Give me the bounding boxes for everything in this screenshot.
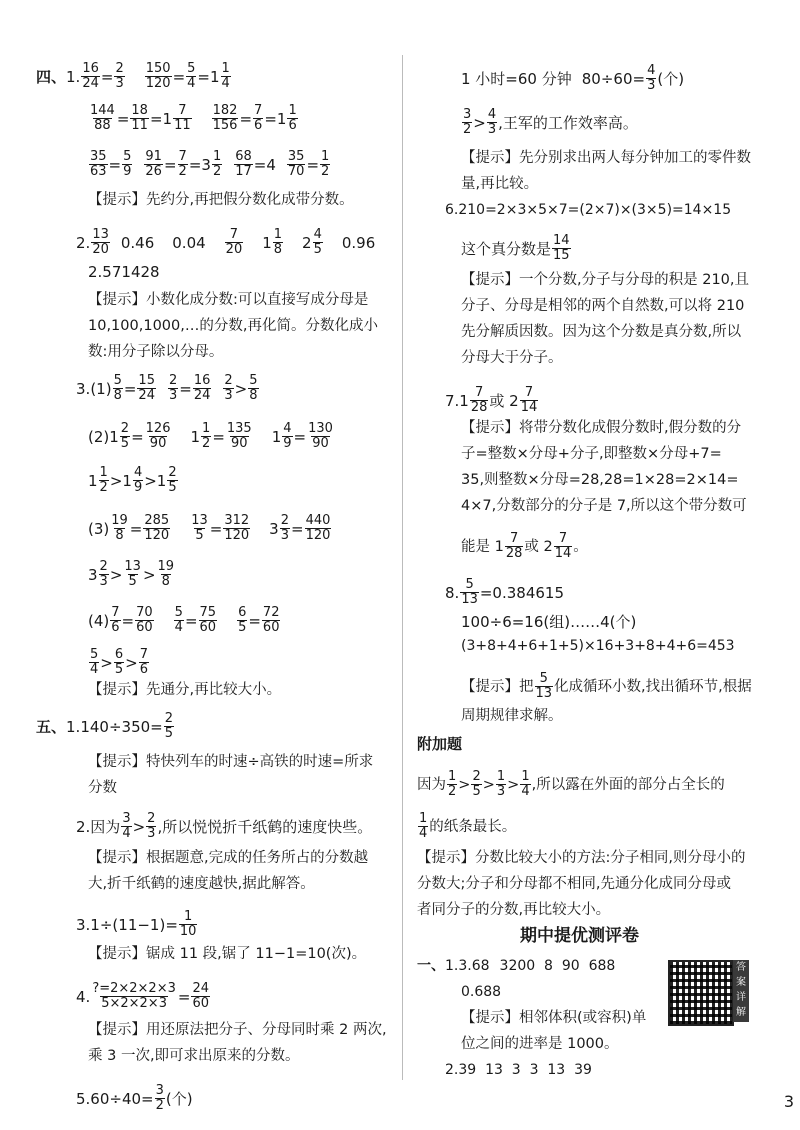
fraction: $\frac{1}{2}$ [212, 149, 222, 179]
q5-5-text: (个) [165, 1089, 193, 1108]
hint7b [461, 444, 722, 464]
m1-row [417, 956, 615, 976]
sec4-q1-row1: 四、 1. $\frac{16}{24}$ = $\frac{2}{3}$ $\frac{150}{120}$ = $\frac{5}{4}$ =1 $\frac{1}{4}$ [36, 61, 230, 91]
fraction: $\frac{135}{90}$ [226, 421, 252, 451]
hint-4-2a [88, 290, 368, 310]
hint-tag: 【提示】 [88, 292, 146, 308]
fraction: $\frac{4}{5}$ [313, 227, 322, 257]
q6-text: 6.210=2×3×5×7=(2×7)×(3×5)=14×15 [445, 202, 732, 218]
fraction: $\frac{19}{8}$ [157, 559, 175, 589]
q5-1-text: 1.140÷350= [66, 717, 163, 736]
mid-title-text: 期中提优测评卷 [520, 926, 639, 946]
fraction: $\frac{2}{3}$ [99, 559, 108, 589]
sec5-q3 [76, 910, 198, 939]
q5-4-text: 4. [76, 987, 91, 1006]
hint-r2a [461, 148, 751, 168]
r-row1 [461, 64, 684, 93]
sec4-q3-p3-compare: 3 $\frac{2}{3}$ > $\frac{13}{5}$ > $\frac{19}{8}$ [88, 559, 175, 589]
sec4-q3-p4: (4) $\frac{7}{6}$ = $\frac{70}{60}$ $\frac{5}{4}$ = $\frac{75}{60}$ $\frac{6}{5}$ = $\frac{72}{60}$ [88, 605, 280, 635]
sec4-q2-row1: 2. $\frac{13}{20}$ 0.46 0.04 $\frac{7}{20}$ 1 $\frac{1}{8}$ 2 $\frac{4}{5}$ 0.96 [76, 227, 376, 257]
fraction: $\frac{18}{11}$ [131, 103, 148, 133]
fraction: $\frac{1}{2}$ [321, 149, 330, 179]
hint-text: 35,则整数×分母=28,28=1×28=2×14= [461, 472, 739, 488]
hint-text: 化成循环小数,找出循环节,根据 [554, 678, 752, 695]
q1-label: 1. [66, 67, 81, 86]
hint-m1b [461, 1034, 619, 1054]
hint-tag: 【提示】 [461, 272, 519, 288]
hint-tag: 【提示】 [461, 1010, 519, 1026]
extra-text: 因为 [417, 776, 446, 793]
fraction: $\frac{75}{60}$ [199, 605, 217, 635]
fraction: $\frac{6}{5}$ [238, 605, 247, 635]
r-row2: $\frac{3}{2}$ > $\frac{4}{3}$ ,王军的工作效率高。 [463, 107, 638, 137]
fraction: $\frac{70}{60}$ [136, 605, 153, 635]
fraction: $\frac{2}{3}$ [168, 373, 178, 403]
fraction: $\frac{13}{20}$ [92, 227, 109, 257]
fraction: $\frac{35}{70}$ [287, 149, 305, 179]
fraction: $\frac{72}{60}$ [262, 605, 280, 635]
decimal: 0.04 [172, 233, 206, 252]
section-5-label: 五、 [36, 717, 67, 736]
qr-code-icon[interactable] [668, 960, 734, 1026]
fraction: $\frac{7}{6}$ [139, 647, 148, 677]
fraction: $\frac{91}{26}$ [145, 149, 162, 179]
fraction: $\frac{?=2\times 2\times 2\times 3}{5\times 2\times 2\times 3}$ [92, 981, 176, 1011]
extra-title [417, 734, 462, 754]
hint6a [461, 270, 749, 290]
fraction: $\frac{150}{120}$ [145, 61, 171, 91]
fraction: $\frac{7}{20}$ [225, 227, 243, 257]
hint-5-2b [88, 874, 315, 894]
column-divider [402, 55, 403, 1080]
hint-4-2b [88, 316, 378, 336]
q8b [461, 612, 636, 632]
part-label: (3) [88, 519, 110, 538]
hint-text: 10,100,1000,…的分数,再化简。分数化成小 [88, 318, 378, 334]
hint-text: 先分别求出两人每分钟加工的零件数 [519, 150, 751, 166]
fraction: $\frac{285}{120}$ [144, 513, 170, 543]
fraction: $\frac{126}{90}$ [145, 421, 171, 451]
q3-label: 3. [76, 379, 91, 398]
hint-text: 分母大于分子。 [461, 350, 563, 366]
hint-text: 先约分,再把假分数化成带分数。 [146, 192, 354, 208]
fraction: $\frac{4}{3}$ [487, 107, 497, 137]
decimal: 2.571428 [88, 263, 160, 281]
hint-tag: 【提示】 [461, 420, 519, 436]
sec4-q1-row2: $\frac{144}{88}$ = $\frac{18}{11}$ =1 $\frac{7}{11}$ $\frac{182}{156}$ = $\frac{7}{6}$ =1 $\frac{1}{6}$ [90, 103, 297, 133]
hint8a [461, 672, 752, 701]
fraction: $\frac{2}{5}$ [120, 421, 130, 451]
r-text: (个) [657, 69, 685, 88]
fraction: $\frac{144}{88}$ [90, 103, 115, 133]
hint7d [461, 496, 747, 516]
fraction: $\frac{5}{13}$ [461, 577, 478, 607]
hint-4-3 [88, 680, 281, 700]
extra-text: 的纸条最长。 [429, 818, 517, 835]
hint7e [461, 532, 588, 561]
hint-text: 者同分子的分数,再比较大小。 [417, 902, 611, 918]
fraction: $\frac{5}{4}$ [174, 605, 183, 635]
fraction: $\frac{4}{9}$ [283, 421, 292, 451]
fraction: $\frac{7}{6}$ [111, 605, 120, 635]
hint-text: 一个分数,分子与分母的积是 210,且 [519, 272, 750, 288]
fraction: $\frac{1}{4}$ [521, 769, 530, 799]
hint-text: 先通分,再比较大小。 [146, 682, 282, 698]
hint8c [461, 706, 563, 726]
sec4-q3-p3: (3) $\frac{19}{8}$ = $\frac{285}{120}$ $\frac{13}{5}$ = $\frac{312}{120}$ 3 $\frac{2}{3}$ = $\frac{440}{120}$ [88, 513, 331, 543]
sec5-q5 [76, 1084, 193, 1113]
part-label: (2) [88, 427, 110, 446]
fraction: $\frac{7}{14}$ [520, 385, 538, 415]
hint-text: 位之间的进率是 1000。 [461, 1036, 619, 1052]
fraction: $\frac{2}{3}$ [147, 811, 156, 841]
fraction: $\frac{3}{4}$ [122, 811, 131, 841]
sec5-q1 [36, 712, 175, 741]
fraction: $\frac{16}{24}$ [82, 61, 99, 91]
fraction: $\frac{5}{9}$ [123, 149, 132, 179]
sec5-q4: 4. $\frac{?=2\times 2\times 2\times 3}{5\times 2\times 2\times 3}$ = $\frac{24}{60}$ [76, 981, 209, 1011]
fraction: $\frac{440}{120}$ [305, 513, 331, 543]
fraction: $\frac{312}{120}$ [224, 513, 250, 543]
q8-text: =0.384615 [479, 583, 564, 602]
hint-text: 量,再比较。 [461, 176, 539, 192]
hint-text: 能是 1 [461, 538, 504, 555]
hint-text: 分数 [88, 780, 117, 796]
fraction: $\frac{7}{11}$ [174, 103, 191, 133]
hint-tag: 【提示】 [88, 850, 146, 866]
hint-text: 特快列车的时速÷高铁的时速=所求 [146, 754, 374, 770]
decimal: 0.96 [341, 233, 376, 252]
sec4-q3-p1: 3. (1) $\frac{5}{8}$ = $\frac{15}{24}$ $\frac{2}{3}$ = $\frac{16}{24}$ $\frac{2}{3}$ > $\frac{5}{8}$ [76, 373, 258, 403]
fraction: $\frac{1}{6}$ [288, 103, 297, 133]
hint-text: 分数大;分子和分母都不相同,先通分化成同分母或 [417, 876, 731, 892]
fraction: $\frac{2}{5}$ [164, 711, 174, 741]
fraction: $\frac{5}{13}$ [535, 671, 553, 701]
hint-text: 数:用分子除以分母。 [88, 344, 224, 360]
q7 [445, 386, 539, 415]
r-text: ,王军的工作效率高。 [498, 113, 638, 132]
qr-label: 答案详解 [733, 960, 749, 1022]
fraction: $\frac{2}{5}$ [168, 465, 177, 495]
fraction: $\frac{4}{9}$ [133, 465, 143, 495]
sec5-q2: 2.因为 $\frac{3}{4}$ > $\frac{2}{3}$ ,所以悦悦折千纸鹤的速度快些。 [76, 811, 373, 841]
part-label: (1) [90, 379, 112, 398]
q5-3-text: 3.1÷(11−1)= [76, 915, 178, 934]
r-text: 1 小时=60 分钟 [461, 69, 572, 88]
q7-text: 或 2 [489, 391, 519, 410]
hint-text: 把 [519, 678, 534, 695]
hint-tag: 【提示】 [417, 850, 475, 866]
hint-r2b [461, 174, 538, 194]
fraction: $\frac{2}{5}$ [472, 769, 481, 799]
sec4-q2-row2 [88, 262, 160, 282]
q8c [461, 636, 735, 656]
hint-tag: 【提示】 [88, 192, 146, 208]
fraction: $\frac{5}{4}$ [90, 647, 99, 677]
page-number: 3 [783, 1092, 794, 1111]
q2-label: 2. [76, 233, 91, 252]
fraction: $\frac{16}{24}$ [193, 373, 211, 403]
fraction: $\frac{1}{4}$ [221, 61, 230, 91]
fraction: $\frac{3}{2}$ [463, 107, 472, 137]
q8 [445, 578, 564, 607]
mid-title [520, 926, 639, 946]
hint-ex-a [417, 848, 746, 868]
fraction: $\frac{3}{2}$ [155, 1083, 164, 1113]
hint-tag: 【提示】 [88, 754, 146, 770]
hint-text: 小数化成分数:可以直接写成分母是 [146, 292, 369, 308]
fraction: $\frac{4}{3}$ [647, 63, 656, 93]
section-4-label: 四、 [36, 67, 67, 86]
fraction: $\frac{1}{8}$ [273, 227, 283, 257]
sec4-q1-row3: $\frac{35}{63}$ = $\frac{5}{9}$ $\frac{91}{26}$ = $\frac{7}{2}$ =3 $\frac{1}{2}$ $\frac{68}{17}$ =4 $\frac{35}{70}$ = $\frac{1}{2}$ [90, 149, 330, 179]
extra-row2 [417, 812, 516, 841]
fraction: $\frac{7}{6}$ [254, 103, 263, 133]
fraction: $\frac{15}{24}$ [138, 373, 155, 403]
m1b-row [461, 982, 501, 1002]
q5-2-text: 2.因为 [76, 817, 121, 836]
fraction: $\frac{6}{5}$ [114, 647, 124, 677]
q5-2-text: ,所以悦悦折千纸鹤的速度快些。 [157, 817, 373, 836]
fraction: $\frac{68}{17}$ [235, 149, 252, 179]
hint-text: 分子、分母是相邻的两个自然数,可以将 210 [461, 298, 745, 314]
sec4-q3-p2: (2) 1 $\frac{2}{5}$ = $\frac{126}{90}$ 1 $\frac{1}{2}$ = $\frac{135}{90}$ 1 $\frac{4}{9}$ = $\frac{130}{90}$ [88, 421, 333, 451]
sec4-q3-p2-compare: 1 $\frac{1}{2}$ >1 $\frac{4}{9}$ >1 $\frac{2}{5}$ [88, 465, 177, 495]
fraction: $\frac{2}{3}$ [224, 373, 233, 403]
fraction: $\frac{2}{3}$ [280, 513, 289, 543]
hint6b [461, 296, 744, 316]
fraction: $\frac{35}{63}$ [90, 149, 107, 179]
hint6c [461, 322, 741, 342]
fraction: $\frac{7}{28}$ [470, 385, 488, 415]
m2-text: 2.39 13 3 3 13 39 [445, 1062, 592, 1078]
fraction: $\frac{5}{4}$ [187, 61, 196, 91]
hint-tag: 【提示】 [88, 682, 146, 698]
q6b [461, 234, 572, 263]
hint-text: 乘 3 一次,即可求出原来的分数。 [88, 1048, 300, 1064]
hint-m1a [461, 1008, 646, 1028]
hint-4-2c [88, 342, 223, 362]
extra-title-text: 附加题 [417, 735, 463, 753]
fraction: $\frac{7}{28}$ [505, 531, 523, 561]
hint-5-4b [88, 1046, 300, 1066]
q8-text: (3+8+4+6+1+5)×16+3+8+4+6=453 [461, 638, 735, 654]
fraction: $\frac{13}{5}$ [124, 559, 141, 589]
hint6d [461, 348, 563, 368]
decimal: 0.46 [120, 233, 155, 252]
m1-text: 3200 8 90 688 [499, 958, 616, 974]
hint-ex-c [417, 900, 610, 920]
fraction: $\frac{7}{14}$ [554, 531, 572, 561]
fraction: $\frac{1}{2}$ [448, 769, 457, 799]
hint-text: 锯成 11 段,锯了 11−1=10(次)。 [146, 946, 367, 962]
q6-text: 这个真分数是 [461, 239, 552, 258]
hint-text: 将带分数化成假分数时,假分数的分 [519, 420, 742, 436]
q8-text: 100÷6=16(组)……4(个) [461, 613, 637, 631]
q6 [445, 200, 731, 220]
hint-text: 先分解质因数。因为这个分数是真分数,所以 [461, 324, 742, 340]
q5-5-text: 5.60÷40= [76, 1089, 154, 1108]
hint-text: 大,折千纸鹤的速度越快,据此解答。 [88, 876, 315, 892]
fraction: $\frac{1}{2}$ [202, 421, 211, 451]
hint-tag: 【提示】 [461, 150, 519, 166]
fraction: $\frac{19}{8}$ [111, 513, 128, 543]
part-label: (4) [88, 611, 110, 630]
extra-row1: 因为 $\frac{1}{2}$ > $\frac{2}{5}$ > $\frac{1}{3}$ > $\frac{1}{4}$ ,所以露在外面的部分占全长的 [417, 769, 725, 799]
sec4-q3-p4-compare: $\frac{5}{4}$ > $\frac{6}{5}$ > $\frac{7}{6}$ [90, 647, 148, 677]
hint-5-4a [88, 1020, 387, 1040]
fraction: $\frac{1}{10}$ [179, 909, 197, 939]
hint-text: 或 2 [524, 538, 553, 555]
fraction: $\frac{1}{3}$ [496, 769, 506, 799]
hint-4-1 [88, 190, 354, 210]
hint-text: 分数比较大小的方法:分子相同,则分母小的 [475, 850, 746, 866]
hint-5-1a [88, 752, 373, 772]
fraction: $\frac{7}{2}$ [178, 149, 187, 179]
hint-5-3 [88, 944, 366, 964]
fraction: $\frac{14}{15}$ [553, 233, 570, 263]
q8-text: 8. [445, 583, 460, 602]
fraction: $\frac{5}{8}$ [249, 373, 258, 403]
hint7c [461, 470, 738, 490]
m2-row [445, 1060, 592, 1080]
hint-text: 周期规律求解。 [461, 708, 563, 724]
fraction: $\frac{1}{2}$ [99, 465, 108, 495]
hint7a [461, 418, 741, 438]
hint-text: 用还原法把分子、分母同时乘 2 两次, [146, 1022, 387, 1038]
hint-5-2a [88, 848, 368, 868]
mid-section-1-label: 一、 [417, 958, 445, 974]
fraction: $\frac{13}{5}$ [191, 513, 208, 543]
hint-tag: 【提示】 [88, 946, 146, 962]
fraction: $\frac{130}{90}$ [308, 421, 333, 451]
hint-tag: 【提示】 [461, 678, 519, 695]
hint-text: 根据题意,完成的任务所占的分数越 [146, 850, 369, 866]
fraction: $\frac{5}{8}$ [113, 373, 122, 403]
extra-text: ,所以露在外面的部分占全长的 [531, 776, 725, 793]
r-text: 80÷60= [581, 69, 646, 88]
hint-text: 。 [573, 538, 588, 555]
hint-ex-b [417, 874, 731, 894]
hint-text: 相邻体积(或容积)单 [519, 1010, 647, 1026]
q7-text: 7.1 [445, 391, 469, 410]
hint-text: 4×7,分数部分的分子是 7,所以这个带分数可 [461, 498, 747, 514]
fraction: $\frac{2}{3}$ [115, 61, 124, 91]
fraction: $\frac{182}{156}$ [212, 103, 238, 133]
fraction: $\frac{24}{60}$ [192, 981, 209, 1011]
hint-5-1b [88, 778, 117, 798]
hint-tag: 【提示】 [88, 1022, 146, 1038]
hint-text: 子=整数×分母+分子,即整数×分母+7= [461, 446, 722, 462]
m1-text: 1.3.68 [445, 958, 490, 974]
fraction: $\frac{1}{4}$ [419, 811, 428, 841]
m1-text: 0.688 [461, 984, 502, 1000]
